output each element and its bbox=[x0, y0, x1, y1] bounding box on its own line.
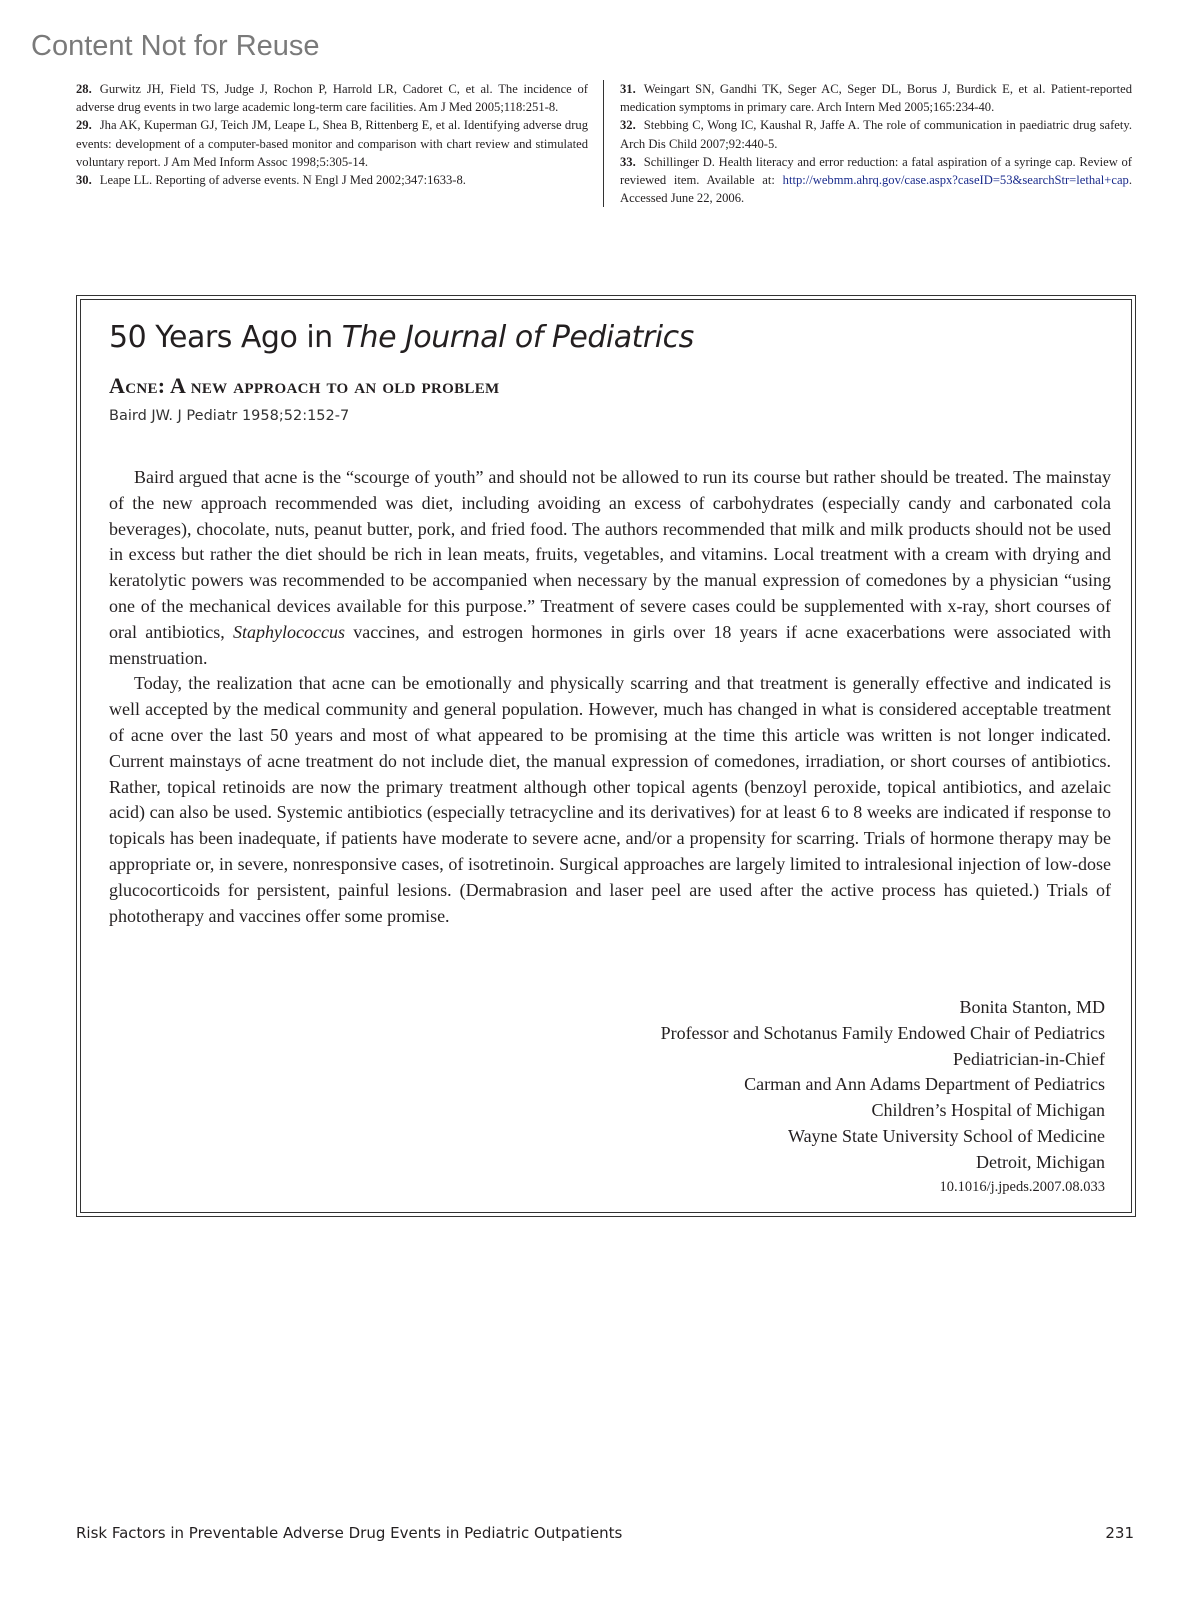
reference-text-after: . Accessed June 22, 2006. bbox=[620, 173, 1132, 206]
reference-number: 32. bbox=[620, 118, 636, 133]
reference-column-left bbox=[76, 80, 603, 207]
signature-line: Carman and Ann Adams Department of Pediatrics bbox=[744, 1074, 1105, 1095]
body-text: Baird argued that acne is the “scourge of youth” and should not be allowed to run its course but rather should be treated. The mainstay of the new approach recommended was diet, including avoiding an excess of carbohydrates (especially candy and carbonated cola beverages), chocolate, nuts, peanut butter, pork, and fried food. The authors recommended that milk and milk products should not be used in excess but rather the diet should be rich in lean meats, fruits, vegetables, and vitamins. Local treatment with a cream with drying and keratolytic powers was recommended to be accompanied when necessary by the manual expression of comedones by a physician “using one of the mechanical devices available for this purpose.” Treatment of severe cases could be supplemented with x-ray, short courses of oral antibiotics, bbox=[109, 467, 1111, 642]
reference-column-right bbox=[603, 80, 1132, 207]
article-title: Acne: A new approach to an old problem bbox=[109, 373, 500, 398]
reference-text: Jha AK, Kuperman GJ, Teich JM, Leape L, Shea B, Rittenberg E, et al. Identifying adverse drug events: development of a computer-based monitor and comparison with chart review and stimulated voluntary report. J Am Med Inform Assoc 1998;5:305-14. bbox=[76, 118, 588, 169]
signature-line: Detroit, Michigan bbox=[976, 1151, 1105, 1172]
signature-line: Children’s Hospital of Michigan bbox=[871, 1100, 1105, 1121]
article-citation: Baird JW. J Pediatr 1958;52:152-7 bbox=[109, 408, 350, 424]
reference-number: 30. bbox=[76, 173, 92, 188]
reference-text: Schillinger D. Health literacy and error reduction: a fatal aspiration of a syringe cap. Review of reviewed item. Available at: bbox=[620, 154, 1132, 188]
reference-number: 31. bbox=[620, 82, 636, 96]
signature-line: Pediatrician-in-Chief bbox=[953, 1048, 1105, 1069]
reference-item bbox=[620, 80, 1132, 116]
doi: 10.1016/j.jpeds.2007.08.033 bbox=[939, 1178, 1105, 1195]
reference-text: Leape LL. Reporting of adverse events. N Engl J Med 2002;347:1633-8. bbox=[99, 173, 466, 188]
signature-line: Professor and Schotanus Family Endowed Chair of Pediatrics bbox=[660, 1022, 1105, 1043]
page-footer bbox=[76, 1524, 1134, 1542]
signature-line: Bonita Stanton, MD bbox=[959, 997, 1105, 1017]
reference-item bbox=[76, 171, 588, 189]
reference-text: Gurwitz JH, Field TS, Judge J, Rochon P, Harrold LR, Cadoret C, et al. The incidence of adverse drug events in two large academic long-term care facilities. Am J Med 2005;118:251-8. bbox=[76, 82, 588, 115]
watermark-text: Content Not for Reuse bbox=[31, 30, 320, 62]
running-title: Risk Factors in Preventable Adverse Drug Events in Pediatric Outpatients bbox=[76, 1524, 623, 1542]
reference-item bbox=[76, 80, 588, 116]
feature-heading-prefix: 50 Years Ago in bbox=[109, 320, 342, 355]
body-text: vaccines, and estrogen hormones in girls over 18 years if acne exacerbations were associated with menstruation. bbox=[109, 621, 1111, 668]
feature-box bbox=[76, 295, 1136, 1217]
reference-number: 28. bbox=[76, 82, 92, 96]
feature-box-inner bbox=[80, 299, 1132, 1213]
signature-line: Wayne State University School of Medicine bbox=[788, 1125, 1105, 1146]
reference-text: Stebbing C, Wong IC, Kaushal R, Jaffe A. The role of communication in paediatric drug safety. Arch Dis Child 2007;92:440-5. bbox=[620, 118, 1132, 151]
reference-item bbox=[620, 153, 1132, 208]
reference-number: 29. bbox=[76, 118, 92, 133]
feature-heading-journal: The Journal of Pediatrics bbox=[341, 320, 694, 355]
reference-item bbox=[620, 116, 1132, 152]
feature-heading bbox=[109, 320, 694, 355]
body-italic-term: Staphylococcus bbox=[232, 621, 345, 642]
page-number: 231 bbox=[1105, 1524, 1134, 1542]
reference-text: Weingart SN, Gandhi TK, Seger AC, Seger DL, Borus J, Burdick E, et al. Patient-reported medication symptoms in primary care. Arch Intern Med 2005;165:234-40. bbox=[620, 82, 1132, 115]
reference-number: 33. bbox=[620, 154, 636, 169]
reference-list bbox=[76, 80, 1136, 207]
reference-item bbox=[76, 116, 588, 171]
reference-link[interactable]: http://webmm.ahrq.gov/case.aspx?caseID=53&searchStr=lethal+cap bbox=[782, 173, 1129, 188]
body-paragraph bbox=[109, 465, 1111, 671]
author-signature bbox=[661, 995, 1105, 1198]
article-body bbox=[109, 465, 1111, 929]
body-paragraph: Today, the realization that acne can be emotionally and physically scarring and that treatment is generally effective and indicated is well accepted by the medical community and general population. However, much has changed in what is considered acceptable treatment of acne over the last 50 years and most of what appeared to be promising at the time this article was written is not longer indicated. Current mainstays of acne treatment do not include diet, the manual expression of comedones, irradiation, or short courses of antibiotics. Rather, topical retinoids are now the primary treatment although other topical agents (benzoyl peroxide, topical antibiotics, and azelaic acid) can also be used. Systemic antibiotics (especially tetracycline and its derivatives) for at least 6 to 8 weeks are indicated if response to topicals has been inadequate, if patients have moderate to severe acne, and/or a propensity for scarring. Trials of hormone therapy may be appropriate or, in severe, nonresponsive cases, of isotretinoin. Surgical approaches are largely limited to intralesional injection of low-dose glucocorticoids for persistent, painful lesions. (Dermabrasion and laser peel are used after the active process has quieted.) Trials of phototherapy and vaccines offer some promise. bbox=[109, 673, 1111, 926]
